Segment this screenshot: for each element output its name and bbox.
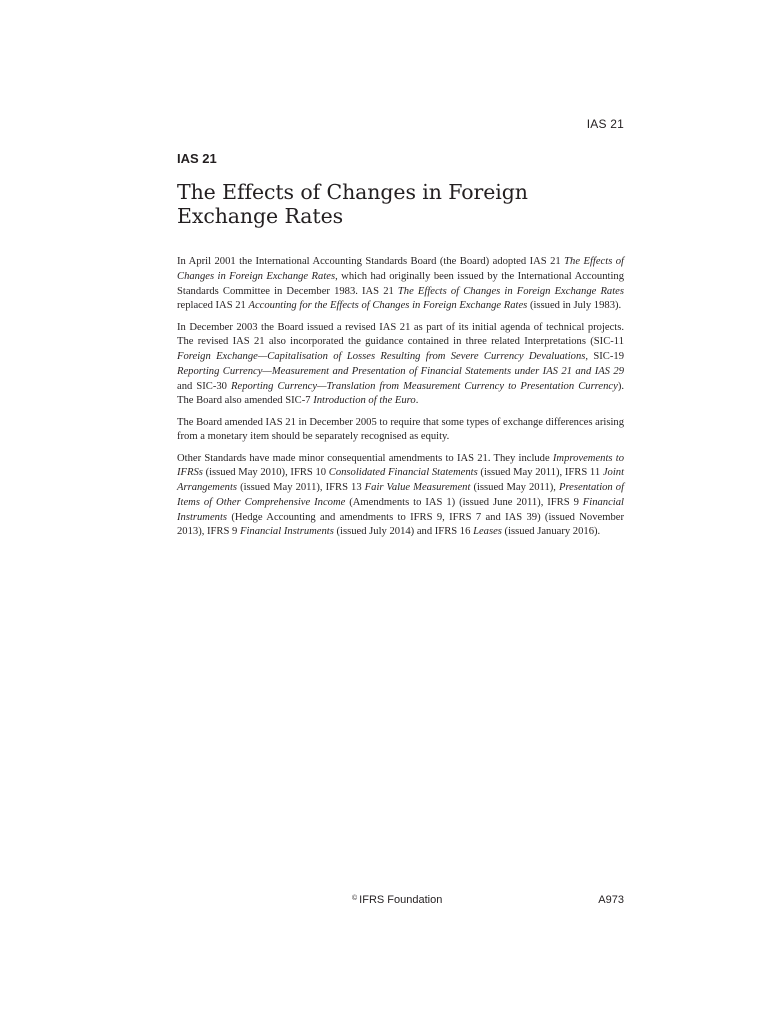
paragraph-1	[177, 255, 624, 314]
document-title: The Effects of Changes in Foreign Exchange Rates	[177, 180, 528, 228]
text-run: (issued July 2014) and IFRS 16	[333, 526, 474, 538]
text-run: (issued in July 1983).	[527, 300, 622, 312]
paragraph-2	[177, 321, 624, 410]
italic-title-run: Foreign Exchange—Capitalisation of Losses Resulting from Severe Currency Devaluations	[177, 351, 586, 362]
text-run: In December 2003 the Board issued a revised IAS 21 as part of its initial agenda of technical projects. The revised IAS 21 also incorporated the guidance contained in three related Interpretations (SIC-11	[177, 321, 624, 348]
italic-title-run: Financial Instruments	[177, 496, 624, 523]
italic-title-run: The Effects of Changes in Foreign Exchange Rates	[177, 256, 624, 282]
text-run: and SIC-30	[177, 380, 232, 392]
italic-title-run: Fair Value Measurement	[364, 482, 471, 493]
introduction-body	[177, 255, 624, 547]
text-run: (Hedge Accounting and amendments to IFRS 9, IFRS 7 and IAS 39) (issued November 2013), IFRS 9	[177, 511, 624, 538]
italic-title-run: Introduction of the Euro	[313, 395, 416, 407]
text-run: (issued January 2016).	[501, 526, 601, 538]
text-run: Other Standards have made minor consequential amendments to IAS 21. They include	[177, 452, 553, 464]
text-run: (issued May 2011),	[470, 482, 559, 493]
italic-title-run: Financial Instruments	[239, 526, 334, 538]
paragraph-3	[177, 416, 624, 446]
text-run: , which had originally been issued by the International Accounting Standards Committee in December 1983. IAS 21	[177, 270, 624, 297]
italic-title-run: Presentation of Items of Other Comprehensive Income	[177, 482, 625, 508]
italic-title-run: Accounting for the Effects of Changes in Foreign Exchange Rates	[248, 300, 528, 312]
text-run: , SIC-19	[585, 351, 624, 362]
italic-title-run: Joint Arrangements	[177, 467, 625, 493]
copyright-symbol: ©	[352, 895, 358, 902]
text-run: (issued May 2010), IFRS 10	[202, 467, 329, 479]
italic-title-run: Leases	[473, 526, 502, 538]
text-run: ). The Board also amended SIC-7	[177, 380, 625, 407]
footer-copyright	[352, 894, 442, 906]
italic-title-run: Reporting Currency—Measurement and Presentation of Financial Statements under IAS 21 and IAS 29	[177, 365, 624, 377]
copyright-holder: IFRS Foundation	[359, 894, 443, 906]
page-number: A973	[598, 894, 624, 906]
text-run: (Amendments to IAS 1) (issued June 2011), IFRS 9	[345, 496, 583, 508]
italic-title-run: Consolidated Financial Statements	[328, 467, 478, 479]
text-run: replaced IAS 21	[177, 300, 249, 312]
paragraph-4	[177, 452, 624, 541]
text-run: The Board amended IAS 21 in December 2005 to require that some types of exchange differences arising from a monetary item should be separately recognised as equity.	[177, 416, 624, 443]
text-run: In April 2001 the International Accounting Standards Board (the Board) adopted IAS 21	[177, 256, 565, 267]
standard-label: IAS 21	[177, 151, 217, 166]
text-run: (issued May 2011), IFRS 11	[477, 467, 603, 479]
text-run: (issued May 2011), IFRS 13	[237, 482, 365, 493]
italic-title-run: Improvements to IFRSs	[177, 452, 624, 479]
italic-title-run: The Effects of Changes in Foreign Exchange Rates	[397, 285, 624, 297]
running-header: IAS 21	[586, 117, 624, 131]
italic-title-run: Reporting Currency—Translation from Measurement Currency to Presentation Currency	[231, 380, 618, 392]
text-run: .	[415, 395, 419, 407]
